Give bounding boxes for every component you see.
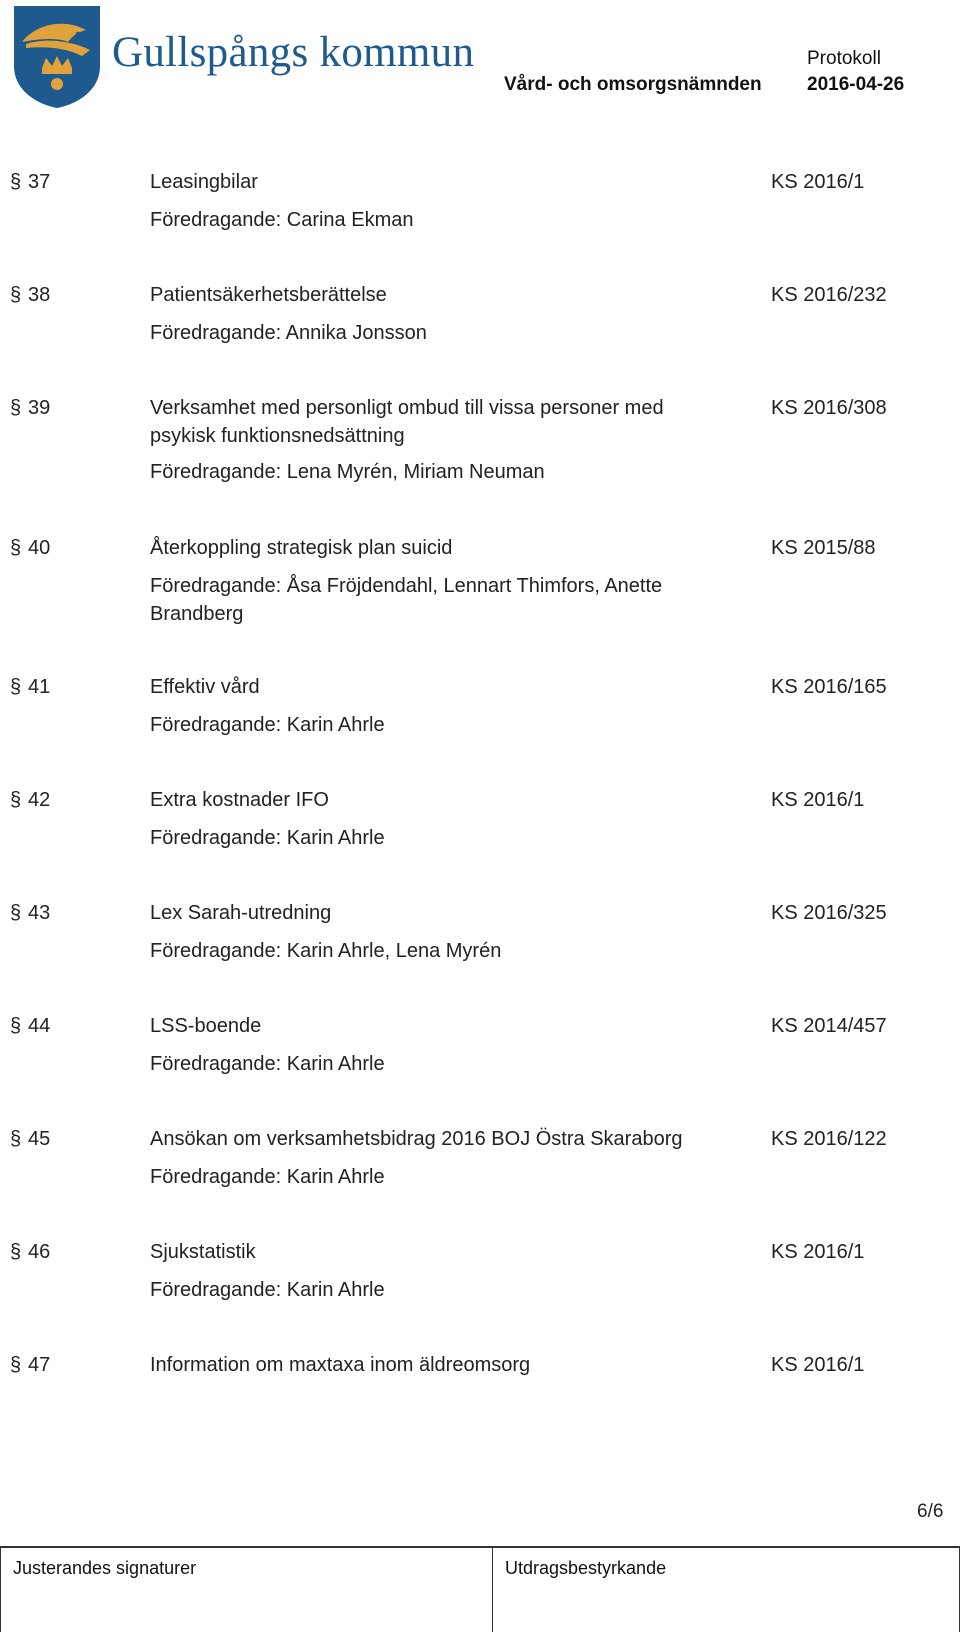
item-title: Leasingbilar — [150, 171, 258, 193]
section-symbol: § — [10, 1015, 22, 1037]
case-reference: KS 2016/1 — [771, 1241, 865, 1263]
item-presenter: Föredragande: Karin Ahrle — [150, 827, 385, 849]
section-symbol: § — [10, 1354, 22, 1376]
signature-footer — [0, 1546, 960, 1632]
item-number: 44 — [28, 1015, 51, 1037]
case-reference: KS 2016/325 — [771, 902, 887, 924]
item-title: Återkoppling strategisk plan suicid — [150, 537, 453, 559]
case-reference: KS 2016/1 — [771, 171, 865, 193]
item-number: 45 — [28, 1128, 51, 1150]
municipal-coat-of-arms-logo — [12, 4, 102, 110]
item-presenter: Föredragande: Karin Ahrle — [150, 1279, 385, 1301]
item-presenter: Föredragande: Karin Ahrle — [150, 1053, 385, 1075]
item-number: 40 — [28, 537, 51, 559]
item-presenter: Föredragande: Åsa Fröjdendahl, Lennart Thimfors, Anette Brandberg — [150, 575, 663, 625]
certification-label: Utdragsbestyrkande — [505, 1558, 667, 1578]
page-number: 6/6 — [917, 1501, 944, 1522]
item-presenter: Föredragande: Karin Ahrle — [150, 714, 385, 736]
item-title: Verksamhet med personligt ombud till vissa personer med psykisk funktionsnedsättning — [150, 397, 664, 447]
signatures-label: Justerandes signaturer — [13, 1558, 197, 1578]
section-symbol: § — [10, 1128, 22, 1150]
item-title: Information om maxtaxa inom äldreomsorg — [150, 1354, 531, 1376]
item-title: Sjukstatistik — [150, 1241, 256, 1263]
item-presenter: Föredragande: Lena Myrén, Miriam Neuman — [150, 461, 545, 483]
item-presenter: Föredragande: Karin Ahrle, Lena Myrén — [150, 940, 502, 962]
item-number: 43 — [28, 902, 51, 924]
section-symbol: § — [10, 397, 22, 419]
section-symbol: § — [10, 537, 22, 559]
item-number: 39 — [28, 397, 51, 419]
item-title: Lex Sarah-utredning — [150, 902, 332, 924]
section-symbol: § — [10, 1241, 22, 1263]
case-reference: KS 2016/1 — [771, 789, 865, 811]
section-symbol: § — [10, 284, 22, 306]
document-type: Protokoll — [807, 48, 881, 69]
item-number: 38 — [28, 284, 51, 306]
section-symbol: § — [10, 789, 22, 811]
page-header — [0, 0, 960, 120]
item-title: Effektiv vård — [150, 676, 260, 698]
case-reference: KS 2016/308 — [771, 397, 887, 419]
item-presenter: Föredragande: Carina Ekman — [150, 209, 414, 231]
case-reference: KS 2015/88 — [771, 537, 876, 559]
item-number: 47 — [28, 1354, 51, 1376]
section-symbol: § — [10, 676, 22, 698]
item-presenter: Föredragande: Annika Jonsson — [150, 322, 427, 344]
case-reference: KS 2016/122 — [771, 1128, 887, 1150]
organization-name: Gullspångs kommun — [112, 29, 475, 76]
item-number: 37 — [28, 171, 51, 193]
case-reference: KS 2014/457 — [771, 1015, 887, 1037]
item-number: 42 — [28, 789, 51, 811]
item-title: Ansökan om verksamhetsbidrag 2016 BOJ Östra Skaraborg — [150, 1128, 683, 1150]
item-presenter: Föredragande: Karin Ahrle — [150, 1166, 385, 1188]
section-symbol: § — [10, 171, 22, 193]
item-number: 41 — [28, 676, 51, 698]
case-reference: KS 2016/232 — [771, 284, 887, 306]
section-symbol: § — [10, 902, 22, 924]
item-number: 46 — [28, 1241, 51, 1263]
case-reference: KS 2016/1 — [771, 1354, 865, 1376]
committee-name: Vård- och omsorgsnämnden — [504, 74, 762, 95]
footer-divider — [492, 1548, 493, 1632]
meeting-date: 2016-04-26 — [807, 74, 905, 95]
item-title: Extra kostnader IFO — [150, 789, 329, 811]
case-reference: KS 2016/165 — [771, 676, 887, 698]
item-title: Patientsäkerhetsberättelse — [150, 284, 387, 306]
item-title: LSS-boende — [150, 1015, 262, 1037]
